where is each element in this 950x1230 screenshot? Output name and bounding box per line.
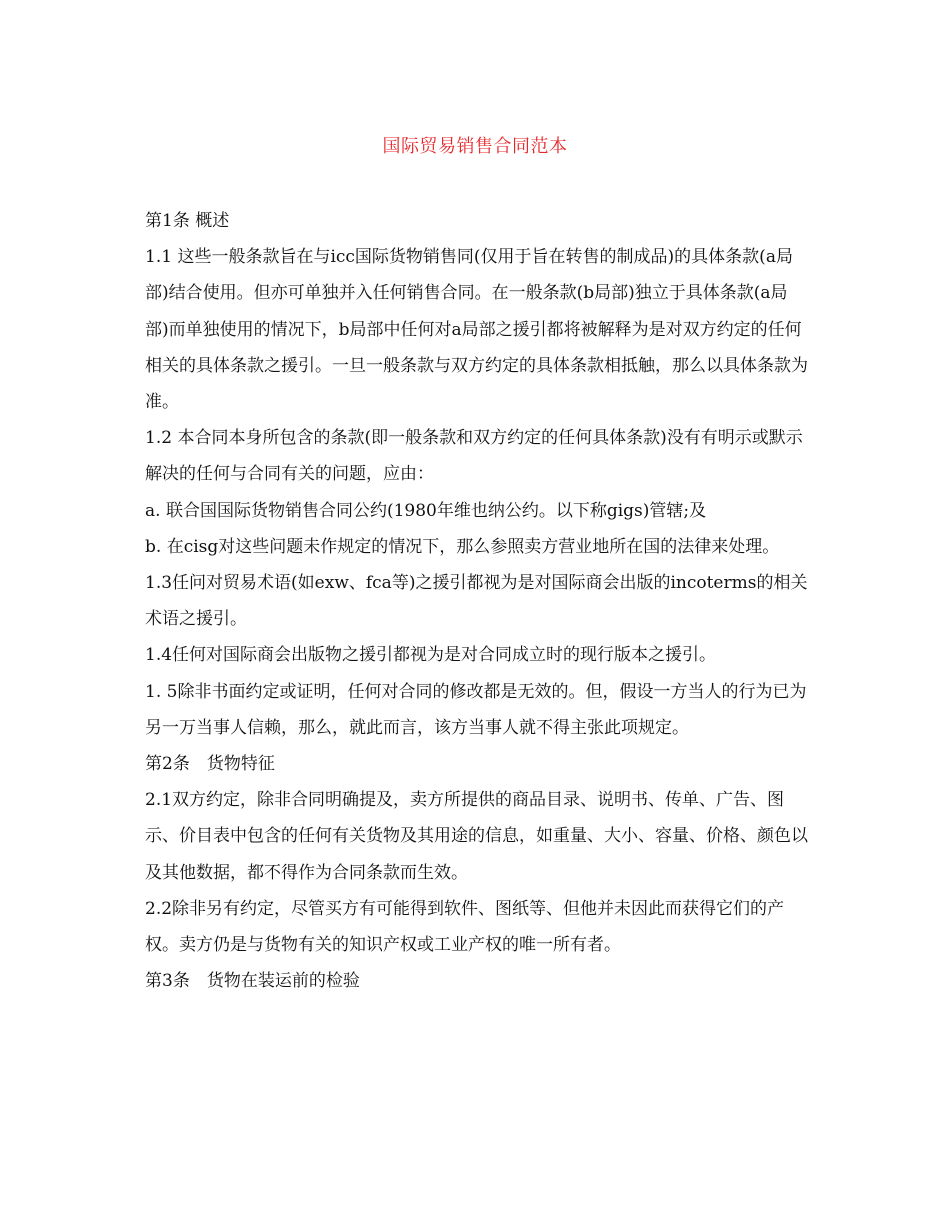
section-heading-1: 第1条 概述 xyxy=(145,211,230,231)
clause-1-3: 1.3任问对贸易术语(如exw、fca等)之援引都视为是对国际商会出版的incoterms的相关术语之援引。 xyxy=(145,573,808,630)
document-body xyxy=(145,203,810,999)
clause-1-5: 1. 5除非书面约定或证明，任何对合同的修改都是无效的。但，假设一方当人的行为已为另一万当事人信赖，那么，就此而言，该方当事人就不得主张此项规定。 xyxy=(145,681,807,738)
clause-1-1: 1.1 这些一般条款旨在与icc国际货物销售同(仅用于旨在转售的制成品)的具体条款(a局部)结合使用。但亦可单独并入任何销售合同。在一般条款(b局部)独立于具体条款(a局部)而单独使用的情况下，b局部中任何对a局部之援引都将被解释为是对双方约定的任何相关的具体条款之援引。一旦一般条款与双方约定的具体条款相抵触，那么以具体条款为准。 xyxy=(145,247,808,413)
document-title: 国际贸易销售合同范本 xyxy=(382,136,568,157)
clause-1-2-a: a. 联合国国际货物销售合同公约(1980年维也纳公约。以下称gigs)管辖;及 xyxy=(145,500,707,521)
clause-1-2: 1.2 本合同本身所包含的条款(即一般条款和双方约定的任何具体条款)没有有明示或默示解决的任何与合同有关的问题，应由： xyxy=(145,428,803,485)
clause-1-2-b: b. 在cisg对这些问题未作规定的情况下，那么参照卖方营业地所在国的法律来处理。 xyxy=(145,536,780,557)
clause-2-2: 2.2除非另有约定，尽管买方有可能得到软件、图纸等、但他并未因此而获得它们的产权。卖方仍是与货物有关的知识产权或工业产权的唯一所有者。 xyxy=(145,898,785,956)
clause-1-4: 1.4任何对国际商会出版物之援引都视为是对合同成立时的现行版本之援引。 xyxy=(145,645,717,666)
section-heading-2: 第2条 货物特征 xyxy=(145,754,275,775)
clause-2-1: 2.1双方约定，除非合同明确提及，卖方所提供的商品目录、说明书、传单、广告、图示、价目表中包含的任何有关货物及其用途的信息，如重量、大小、容量、价格、颜色以及其他数据，都不得作为合同条款而生效。 xyxy=(145,790,808,883)
section-heading-3: 第3条 货物在装运前的检验 xyxy=(145,971,360,992)
